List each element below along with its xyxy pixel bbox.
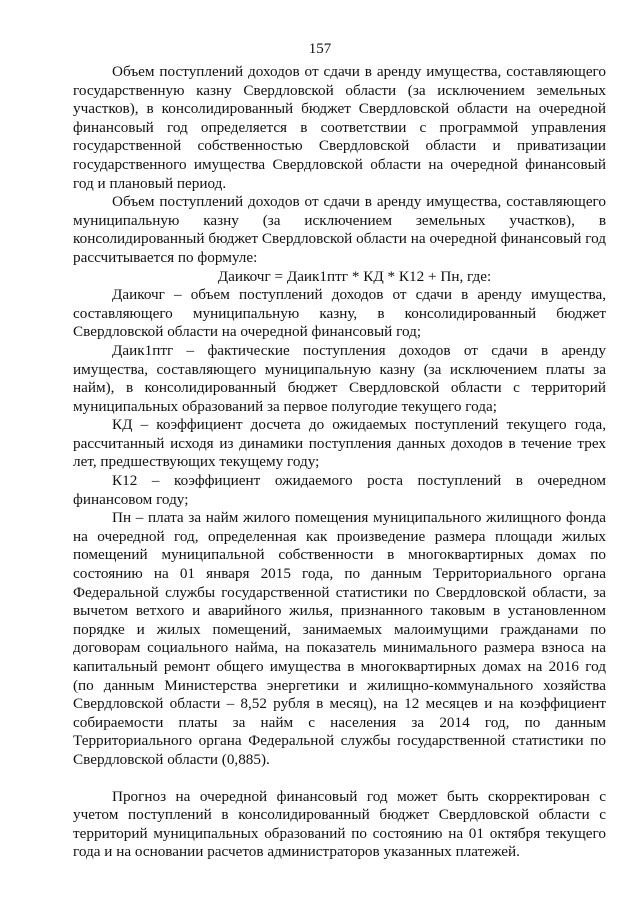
page-body xyxy=(73,63,606,862)
definition-pn: Пн – плата за найм жилого помещения муниципального жилищного фонда на очередной год, определенная как произведение размера площади жилых помещений муниципальной собственности в многоквартирных домах по состоянию на 01 января 2015 года, по данным Территориального органа Федеральной службы государственной статистики по Свердловской области, за вычетом ветхого и аварийного жилья, признанного таковым в установленном порядке и жилых помещений, занимаемых малоимущими гражданами по договорам социального найма, на показатель минимального размера взноса на капитальный ремонт общего имущества в многоквартирных домах на 2016 год (по данным Министерства энергетики и жилищно-коммунального хозяйства Свердловской области – 8,52 рубля в месяц), на 12 месяцев и на коэффициент собираемости платы за найм с населения за 2014 год, по данным Территориального органа Федеральной службы государственной статистики по Свердловской области (0,885). xyxy=(73,509,606,768)
definition-daikochg: Даикочг – объем поступлений доходов от сдачи в аренду имущества, составляющего муниципальную казну, в консолидированный бюджет Свердловской области на очередной финансовый год; xyxy=(73,286,606,341)
paragraph-state-property-rent: Объем поступлений доходов от сдачи в аренду имущества, составляющего государственную казну Свердловской области (за исключением земельных участков), в консолидированный бюджет Свердловской области на очередной финансовый год определяется в соответствии с программой управления государственной собственностью Свердловской области и приватизации государственного имущества Свердловской области на очередной финансовый год и плановый период. xyxy=(73,63,606,192)
paragraph-municipal-property-rent: Объем поступлений доходов от сдачи в аренду имущества, составляющего муниципальную казну (за исключением земельных участков), в консолидированный бюджет Свердловской области на очередной финансовый год рассчитывается по формуле: xyxy=(73,193,606,266)
formula: Даикочг = Даик1птг * КД * К12 + Пн, где: xyxy=(217,267,492,285)
paragraph-forecast-adjustment: Прогноз на очередной финансовый год может быть скорректирован с учетом поступлений в консолидированный бюджет Свердловской области с территорий муниципальных образований по состоянию на 01 октября текущего года и на основании расчетов администраторов указанных платежей. xyxy=(73,787,606,861)
definition-k12: К12 – коэффициент ожидаемого роста поступлений в очередном финансовом году; xyxy=(73,472,606,508)
page-number: 157 xyxy=(308,41,332,57)
definition-daik1ptg: Даик1птг – фактические поступления доходов от сдачи в аренду имущества, составляющего муниципальную казну (за исключением платы за найм), в консолидированный бюджет Свердловской области с территорий муниципальных образований за первое полугодие текущего года; xyxy=(73,341,606,415)
definition-kd: КД – коэффициент досчета до ожидаемых поступлений текущего года, рассчитанный исходя из динамики поступления данных доходов в течение трех лет, предшествующих текущему году; xyxy=(73,416,606,471)
